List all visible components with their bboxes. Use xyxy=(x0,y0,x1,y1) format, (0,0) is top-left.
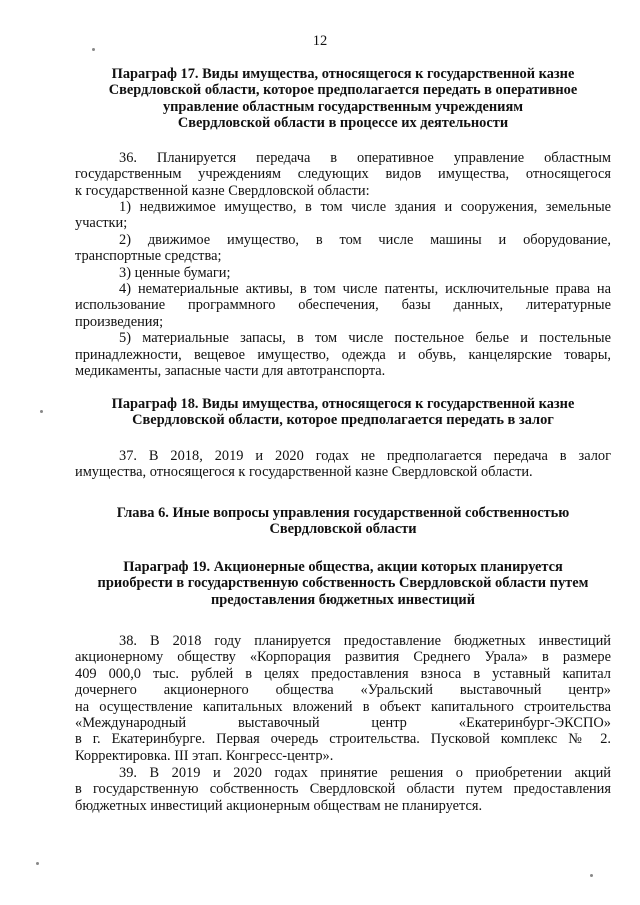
heading-line: Параграф 19. Акционерные общества, акции которых планируется xyxy=(123,559,563,575)
text-line: 39. В 2019 и 2020 годах принятие решения о приобретении акций xyxy=(119,765,611,781)
text-line: 38. В 2018 году планируется предоставление бюджетных инвестиций xyxy=(119,633,611,649)
heading-line: Параграф 17. Виды имущества, относящегося к государственной казне xyxy=(111,66,575,82)
list-item-line: участки; xyxy=(75,215,128,232)
item-37 xyxy=(75,448,611,481)
paragraph-17-heading xyxy=(75,66,611,132)
paragraph-19-heading xyxy=(75,559,611,608)
heading-line: Глава 6. Иные вопросы управления государственной собственностью xyxy=(116,505,570,521)
text-line: дочернего акционерного общества «Уральский выставочный центр» xyxy=(75,682,611,699)
list-item-line: 5) материальные запасы, в том числе постельное белье и постельные xyxy=(119,330,611,347)
text-line: акционерному обществу «Корпорация развития Среднего Урала» в размере xyxy=(75,649,611,666)
heading-line: Свердловской области xyxy=(269,521,417,538)
text-line: к государственной казне Свердловской области: xyxy=(75,182,370,199)
scan-speck xyxy=(40,410,43,413)
list-item-line: 2) движимое имущество, в том числе машины и оборудование, xyxy=(119,231,611,248)
item-39 xyxy=(75,765,611,814)
list-item-line: принадлежности, вещевое имущество, одежда и обувь, канцелярские товары, xyxy=(75,346,611,363)
item-36-intro xyxy=(75,150,611,199)
list-item-line: 4) нематериальные активы, в том числе патенты, исключительные права на xyxy=(119,281,611,298)
page-number: 12 xyxy=(312,33,328,49)
text-line: в государственную собственность Свердловской области путем предоставления xyxy=(75,781,611,798)
scan-speck xyxy=(36,862,39,865)
heading-line: Параграф 18. Виды имущества, относящегося к государственной казне xyxy=(111,396,575,412)
heading-line: предоставления бюджетных инвестиций xyxy=(210,591,475,608)
text-line: Корректировка. III этап. Конгресс-центр». xyxy=(75,747,334,764)
text-line: 36. Планируется передача в оперативное управление областным xyxy=(119,150,611,166)
scan-speck xyxy=(590,874,593,877)
list-item-line: транспортные средства; xyxy=(75,248,222,265)
heading-line: управление областным государственным учреждениям xyxy=(162,98,524,115)
text-line: имущества, относящегося к государственной казне Свердловской области. xyxy=(75,464,533,481)
text-line: 37. В 2018, 2019 и 2020 годах не предполагается передача в залог xyxy=(119,448,611,464)
chapter-6-heading xyxy=(75,505,611,538)
text-line: «Международный выставочный центр «Екатеринбург-ЭКСПО» xyxy=(75,715,611,732)
item-36-list xyxy=(75,199,611,379)
paragraph-18-heading xyxy=(75,396,611,429)
text-line: на осуществление капитальных вложений в объект капитального строительства xyxy=(75,698,611,715)
text-line: бюджетных инвестиций акционерным обществам не планируется. xyxy=(75,797,483,814)
scan-speck xyxy=(92,48,95,51)
heading-line: Свердловской области, которое предполагается передать в оперативное xyxy=(108,82,578,99)
heading-line: Свердловской области, которое предполагается передать в залог xyxy=(132,412,554,429)
text-line: государственным учреждениям следующих видов имущества, относящегося xyxy=(75,166,611,183)
text-line: 409 000,0 тыс. рублей в целях предоставления взноса в уставный капитал xyxy=(75,665,611,682)
list-item-line: использование программного обеспечения, базы данных, литературные xyxy=(75,297,611,314)
list-item-line: медикаменты, запасные части для автотранспорта. xyxy=(75,363,386,380)
text-line: в г. Екатеринбурге. Первая очередь строительства. Пусковой комплекс № 2. xyxy=(75,731,611,748)
heading-line: приобрести в государственную собственность Свердловской области путем xyxy=(97,575,589,592)
item-38 xyxy=(75,633,611,764)
list-item-line: произведения; xyxy=(75,313,164,330)
list-item-line: 3) ценные бумаги; xyxy=(119,264,231,281)
heading-line: Свердловской области в процессе их деятельности xyxy=(177,115,509,132)
list-item-line: 1) недвижимое имущество, в том числе здания и сооружения, земельные xyxy=(119,199,611,215)
